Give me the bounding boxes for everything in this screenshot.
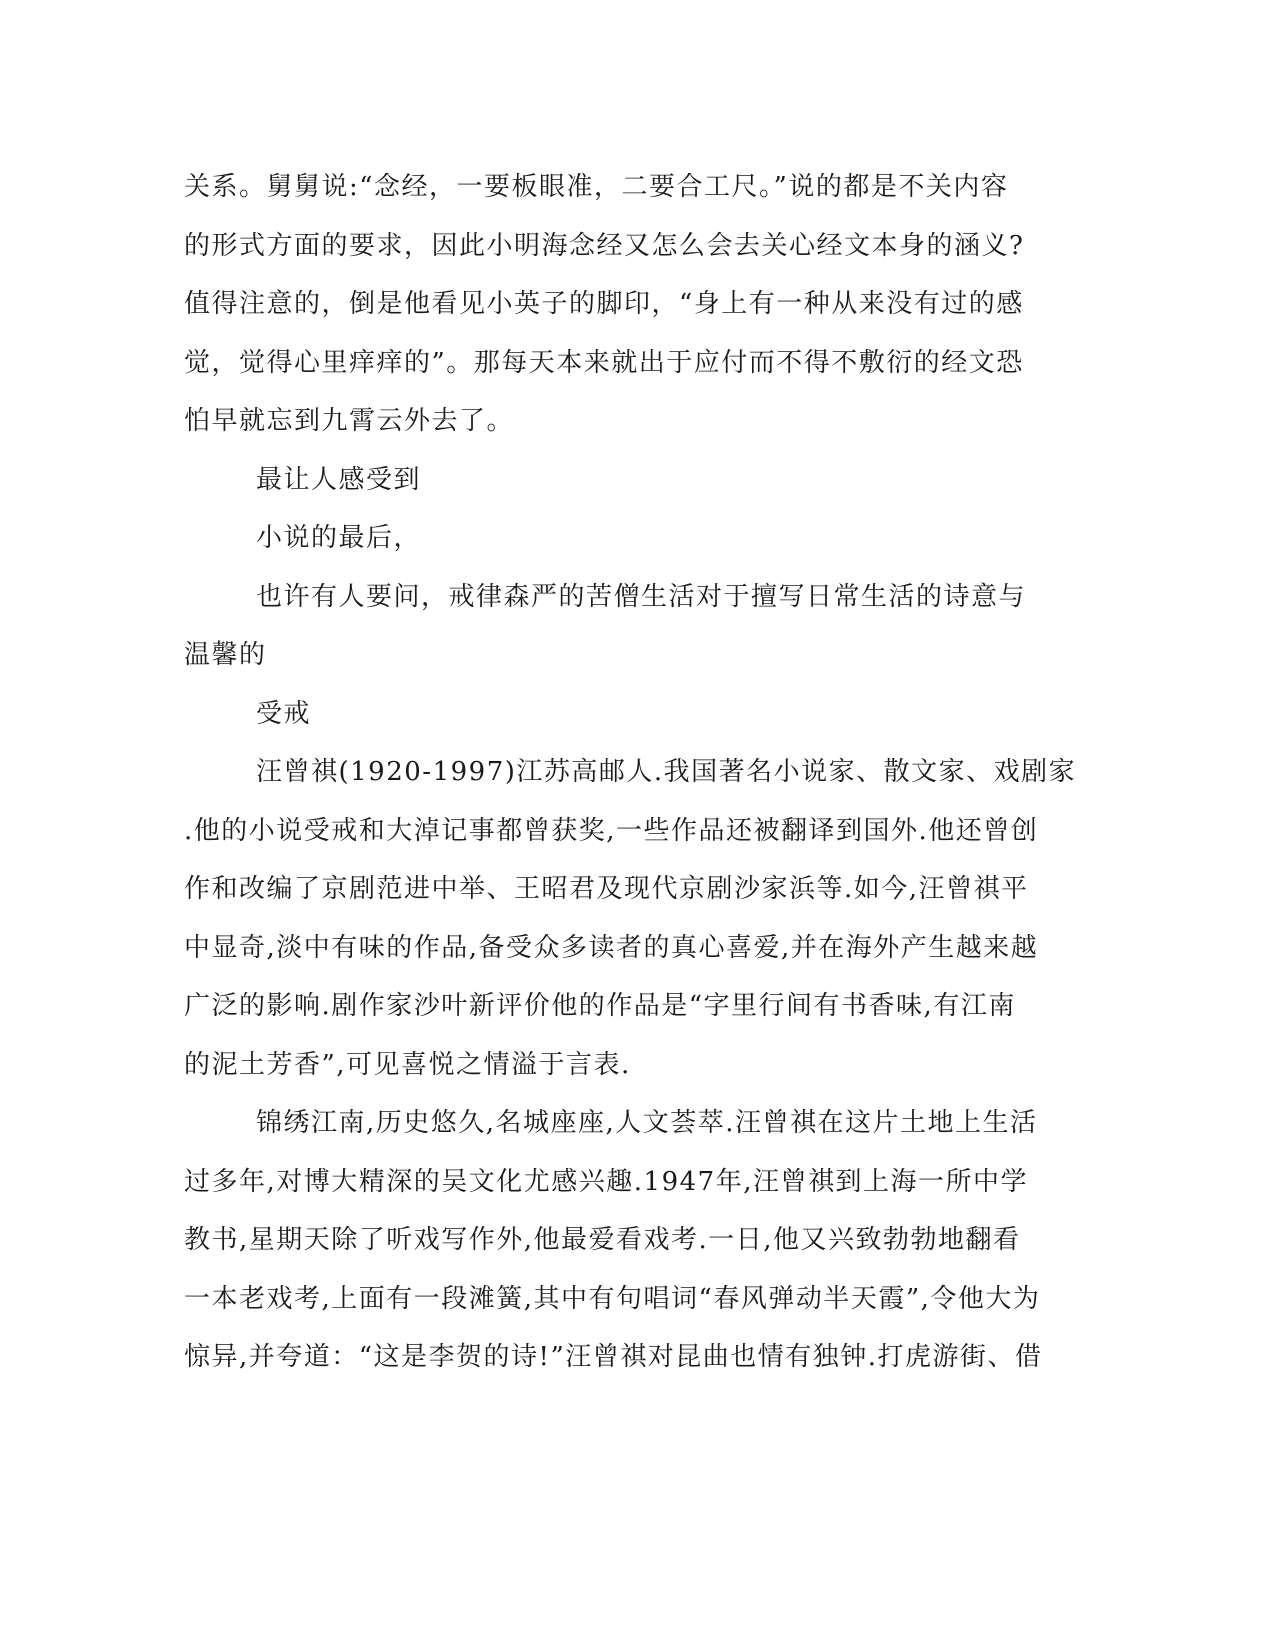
text-line: 觉，觉得心里痒痒的”。那每天本来就出于应付而不得不敷衍的经文恐 — [184, 347, 1024, 378]
text-line: .他的小说受戒和大淖记事都曾获奖,一些作品还被翻译到国外.他还曾创 — [184, 815, 1039, 846]
text-line: 值得注意的，倒是他看见小英子的脚印，“身上有一种从来没有过的感 — [184, 289, 1024, 319]
text-line: 小说的最后， — [256, 523, 422, 553]
text-line: 作和改编了京剧范进中举、王昭君及现代京剧沙家浜等.如今,汪曾祺平 — [184, 874, 1029, 904]
text-line: 过多年,对博大精深的吴文化尤感兴趣.1947年,汪曾祺到上海一所中学 — [184, 1166, 1028, 1197]
text-line: 一本老戏考,上面有一段滩簧,其中有句唱词“春风弹动半天霞”,令他大为 — [184, 1283, 1041, 1314]
text-line: 汪曾祺(1920-1997)江苏高邮人.我国著名小说家、散文家、戏剧家 — [256, 757, 1077, 787]
text-line: 广泛的影响.剧作家沙叶新评价他的作品是“字里行间有书香味,有江南 — [184, 991, 1016, 1021]
text-line: 惊异,并夸道：“这是李贺的诗!”汪曾祺对昆曲也情有独钟.打虎游街、借 — [184, 1342, 1043, 1372]
text-line: 教书,星期天除了听戏写作外,他最爱看戏考.一日,他又兴致勃勃地翻看 — [184, 1225, 1021, 1255]
text-line: 温馨的 — [184, 640, 267, 670]
text-line: 的形式方面的要求，因此小明海念经又怎么会去关心经文本身的涵义? — [184, 230, 1025, 261]
text-line: 也许有人要问，戒律森严的苦僧生活对于擅写日常生活的诗意与 — [256, 581, 1027, 612]
text-line: 锦绣江南,历史悠久,名城座座,人文荟萃.汪曾祺在这片土地上生活 — [256, 1108, 1038, 1138]
text-line: 怕早就忘到九霄云外去了。 — [184, 406, 515, 436]
text-line: 的泥土芳香”,可见喜悦之情溢于言表. — [184, 1049, 631, 1080]
section-heading: 受戒 — [256, 698, 312, 729]
text-line: 中显奇,淡中有味的作品,备受众多读者的真心喜爱,并在海外产生越来越 — [184, 932, 1039, 963]
body-text — [184, 158, 1077, 1387]
text-line: 最让人感受到 — [256, 464, 422, 495]
text-line: 关系。舅舅说:“念经，一要板眼准，二要合工尺。”说的都是不关内容 — [184, 172, 1009, 202]
